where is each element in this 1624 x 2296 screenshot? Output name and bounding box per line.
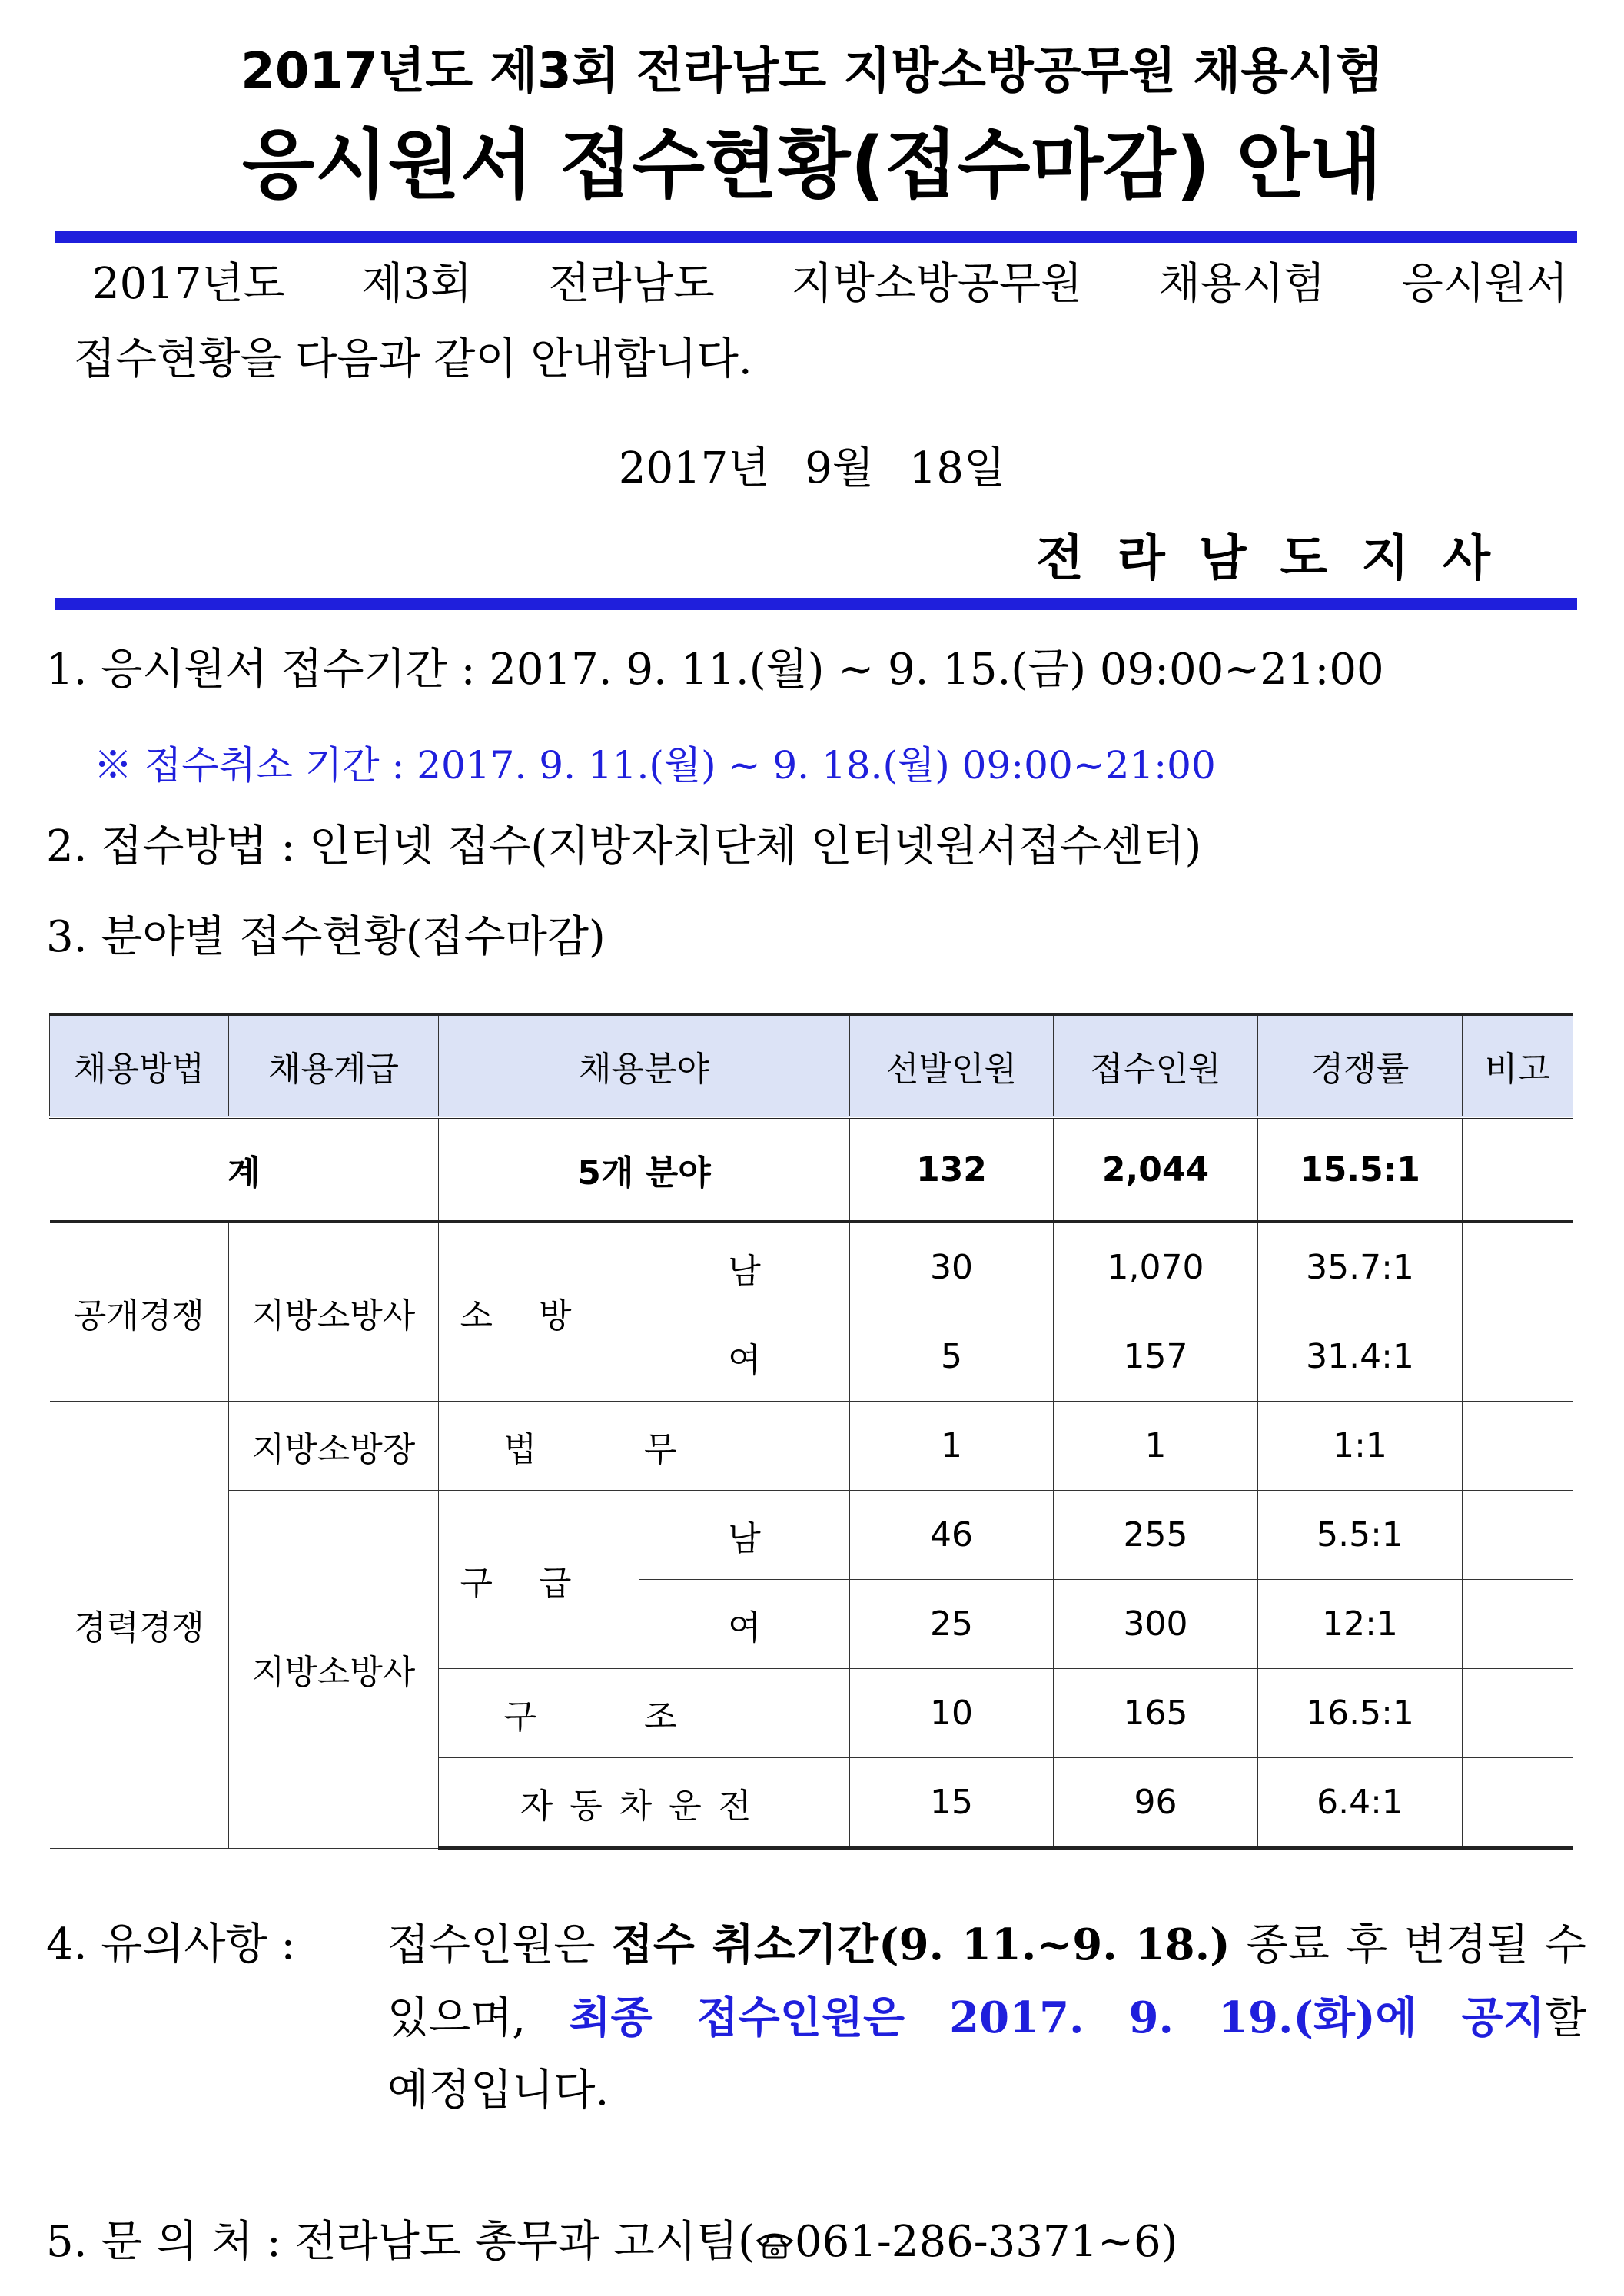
table-header-row xyxy=(50,1014,1573,1117)
rank-cell: 지방소방장 xyxy=(229,1402,439,1491)
cancel-period-note: ※ 접수취소 기간 : 2017. 9. 11.(월) ~ 9. 18.(월) 09:00~21:00 xyxy=(94,743,1216,788)
applicant-status-table xyxy=(49,1013,1573,1850)
total-applicants: 2,044 xyxy=(1054,1117,1258,1222)
table-row xyxy=(50,1402,1573,1491)
selected-cell: 5 xyxy=(850,1312,1054,1402)
selected-cell: 15 xyxy=(850,1758,1054,1849)
notice-text: 있으며, xyxy=(387,1993,526,2043)
header-cell: 비고 xyxy=(1463,1014,1573,1117)
contact-label: 5. 문 의 처 : 전라남도 총무과 고시팀( xyxy=(46,2217,755,2267)
cancel-period-emphasis: 접수 취소기간(9. 11.~9. 18.) xyxy=(611,1919,1230,1970)
rank-cell: 지방소방사 xyxy=(229,1222,439,1402)
section-1-value: 2017. 9. 11.(월) ~ 9. 15.(금) 09:00~21:00 xyxy=(489,645,1384,695)
ratio-cell: 16.5:1 xyxy=(1258,1669,1463,1758)
section-1 xyxy=(46,639,1384,701)
header-cell: 접수인원 xyxy=(1054,1014,1258,1117)
selected-cell: 1 xyxy=(850,1402,1054,1491)
header-cell: 경쟁률 xyxy=(1258,1014,1463,1117)
ratio-cell: 5.5:1 xyxy=(1258,1491,1463,1580)
section-4-line-2 xyxy=(387,1982,1586,2055)
field-cell: 구조 xyxy=(439,1669,850,1758)
applicants-cell: 96 xyxy=(1054,1758,1258,1849)
total-remark xyxy=(1463,1117,1573,1222)
intro-line-2: 접수현황을 다음과 같이 안내합니다. xyxy=(74,334,752,384)
total-selected: 132 xyxy=(850,1117,1054,1222)
selected-cell: 30 xyxy=(850,1222,1054,1312)
remark-cell xyxy=(1463,1402,1573,1491)
header-cell: 채용계급 xyxy=(229,1014,439,1117)
remark-cell xyxy=(1463,1758,1573,1849)
remark-cell xyxy=(1463,1669,1573,1758)
ratio-cell: 31.4:1 xyxy=(1258,1312,1463,1402)
section-4-line-1 xyxy=(387,1909,1586,1982)
section-3: 3. 분야별 접수현황(접수마감) xyxy=(46,912,606,962)
title-line-1: 2017년도 제3회 전라남도 지방소방공무원 채용시험 xyxy=(241,43,1383,100)
section-2: 2. 접수방법 : 인터넷 접수(지방자치단체 인터넷원서접수센터) xyxy=(46,821,1202,871)
total-field: 5개 분야 xyxy=(439,1117,850,1222)
field-cell: 소방 xyxy=(439,1222,639,1402)
remark-cell xyxy=(1463,1491,1573,1580)
notice-text: 예정입니다. xyxy=(387,2065,609,2115)
section-5 xyxy=(46,2211,1178,2273)
issuer-name: 전라남도지사 xyxy=(1036,530,1524,587)
field-cell: 구급 xyxy=(439,1491,639,1669)
applicants-cell: 300 xyxy=(1054,1580,1258,1669)
title-line-2: 응시원서 접수현황(접수마감) 안내 xyxy=(241,121,1383,209)
applicants-cell: 157 xyxy=(1054,1312,1258,1402)
selected-cell: 10 xyxy=(850,1669,1054,1758)
remark-cell xyxy=(1463,1312,1573,1402)
table-row xyxy=(50,1222,1573,1312)
ratio-cell: 6.4:1 xyxy=(1258,1758,1463,1849)
telephone-icon xyxy=(755,2216,795,2248)
notice-text: 종료 후 변경될 수 xyxy=(1246,1920,1586,1970)
total-ratio: 15.5:1 xyxy=(1258,1117,1463,1222)
sub-cell: 남 xyxy=(639,1491,850,1580)
applicants-cell: 165 xyxy=(1054,1669,1258,1758)
field-cell: 자동차운전 xyxy=(439,1758,850,1849)
selected-cell: 46 xyxy=(850,1491,1054,1580)
applicants-cell: 1,070 xyxy=(1054,1222,1258,1312)
applicants-cell: 1 xyxy=(1054,1402,1258,1491)
applicants-cell: 255 xyxy=(1054,1491,1258,1580)
notice-date: 2017년 9월 18일 xyxy=(618,443,1006,493)
field-cell: 법무 xyxy=(439,1402,850,1491)
sub-cell: 여 xyxy=(639,1312,850,1402)
final-announcement-emphasis: 최종 접수인원은 2017. 9. 19.(화)에 공지 xyxy=(569,1992,1545,2043)
group-career: 경력경쟁 xyxy=(50,1402,229,1849)
selected-cell: 25 xyxy=(850,1580,1054,1669)
header-cell: 채용방법 xyxy=(50,1014,229,1117)
ratio-cell: 12:1 xyxy=(1258,1580,1463,1669)
notice-text: 할 xyxy=(1544,1993,1586,2043)
remark-cell xyxy=(1463,1580,1573,1669)
sub-cell: 남 xyxy=(639,1222,850,1312)
total-label: 계 xyxy=(50,1117,439,1222)
ratio-cell: 1:1 xyxy=(1258,1402,1463,1491)
header-cell: 선발인원 xyxy=(850,1014,1054,1117)
section-4-label: 4. 유의사항 : xyxy=(46,1919,296,1969)
contact-phone: 061-286-3371~6) xyxy=(795,2217,1178,2267)
remark-cell xyxy=(1463,1222,1573,1312)
bottom-divider xyxy=(55,598,1577,610)
rank-cell: 지방소방사 xyxy=(229,1491,439,1849)
notice-text: 접수인원은 xyxy=(387,1920,596,1970)
ratio-cell: 35.7:1 xyxy=(1258,1222,1463,1312)
top-divider xyxy=(55,231,1577,243)
section-1-label: 1. 응시원서 접수기간 : xyxy=(46,645,476,695)
header-cell: 채용분야 xyxy=(439,1014,850,1117)
table-row xyxy=(50,1491,1573,1580)
intro-line-1: 2017년도 제3회 전라남도 지방소방공무원 채용시험 응시원서 xyxy=(92,259,1568,309)
sub-cell: 여 xyxy=(639,1580,850,1669)
table-total-row xyxy=(50,1117,1573,1222)
group-open: 공개경쟁 xyxy=(50,1222,229,1402)
